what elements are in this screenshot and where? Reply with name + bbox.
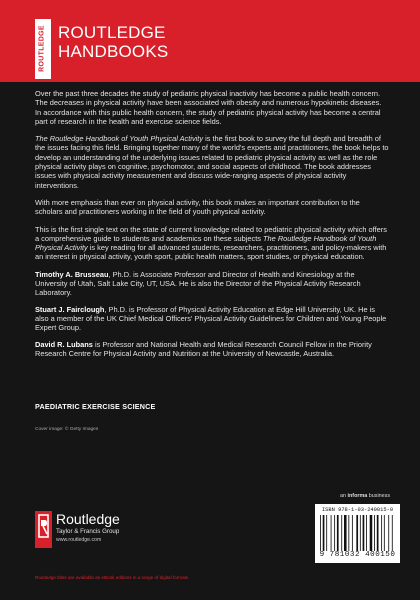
editor-bio-text: , Ph.D. is Professor of Physical Activity Education at Edge Hill University, UK. He is also a member of the UK Chief Medical Officers' Physical Activity Guidelines for Children and Young People Expert Group. (35, 304, 387, 333)
informa-business-tag (340, 493, 390, 499)
editor-name: Stuart J. Fairclough (35, 304, 105, 314)
editor-name: Timothy A. Brusseau (35, 269, 109, 279)
blurb-paragraph-1: Over the past three decades the study of pediatric physical inactivity has become a public health concern. The decreases in physical activity have been associated with obesity and numerous hypokinetic diseases. In accordance with this public health concern, the study of pediatric physical activity has become a central part of research in the health and exercise science fields. (35, 89, 382, 126)
series-title (58, 23, 168, 61)
isbn-barcode (315, 504, 400, 563)
subject-category: PAEDIATRIC EXERCISE SCIENCE (35, 402, 156, 411)
blurb-paragraph-2 (35, 134, 389, 190)
informa-brand: informa (347, 493, 368, 499)
informa-prefix: an (340, 493, 348, 499)
publisher-name: Routledge (56, 511, 120, 527)
editor-bio-3 (35, 340, 389, 359)
editor-bio-text: is Professor and National Health and Medical Research Council Fellow in the Priority Research Centre for Physical Activity and Nutrition at the University of Newcastle, Australia. (35, 339, 372, 358)
series-badge-text: ROUTLEDGE (38, 25, 46, 72)
blurb-paragraph-4 (35, 225, 389, 262)
book-title-italic: The Routledge Handbook of Youth Physical Activity (35, 134, 204, 144)
ebook-availability-note: Routledge titles are available as eBook editions in a range of digital formats (35, 575, 189, 580)
publisher-group: Taylor & Francis Group (56, 528, 120, 535)
back-cover-description (35, 89, 389, 365)
editor-bio-2 (35, 305, 389, 333)
blurb-paragraph-2-text: is the first book to survey the full depth and breadth of the issues facing this field. Bringing together many of the world's experts and practitioners, the book helps to develop an understanding of the underlying issues related to pediatric physical activity as well as the role physical activity plays on cognitive, psychomotor, and social aspects of childhood. The book addresses issues with physical activity measurement and discuss wide-ranging aspects of physical activity interventions. (35, 134, 389, 190)
publisher-url[interactable]: www.routledge.com (56, 537, 102, 543)
blurb-paragraph-4-end: is key reading for all advanced students, researchers, practitioners, and policy-makers with an interest in physical activity, youth sport, public health matters, sport studies, or physical education. (35, 243, 387, 262)
series-title-line-1: ROUTLEDGE (58, 23, 166, 42)
barcode-icon (319, 515, 396, 551)
series-header-band (0, 0, 420, 82)
editor-name: David R. Lubans (35, 339, 93, 349)
blurb-paragraph-3: With more emphasis than ever on physical activity, this book makes an important contribution to the scholars and practitioners working in the field of youth physical activity. (35, 197, 360, 217)
editor-bio-text: , Ph.D. is Associate Professor and Director of Health and Kinesiology at the University of Utah, Salt Lake City, UT, USA. He is also the Director of the Physical Activity Research Laboratory. (35, 269, 361, 298)
cover-image-credit: Cover image: © Getty Images (35, 427, 99, 432)
informa-suffix: business (367, 493, 391, 499)
blurb-paragraph-4-start: This is the first single text on the state of current knowledge related to pediatric physical activity which offers a comprehensive guide to students and academics on these subjects (35, 224, 387, 243)
book-title-italic-2: The Routledge Handbook of Youth Physical Activity (35, 233, 377, 253)
barcode-digits: 9 781032 400150 (319, 551, 396, 559)
isbn-number: ISBN 978-1-03-240015-0 (321, 507, 394, 513)
editor-bio-1 (35, 270, 389, 298)
series-title-line-2: HANDBOOKS (58, 42, 169, 61)
routledge-logo-icon (35, 511, 52, 548)
